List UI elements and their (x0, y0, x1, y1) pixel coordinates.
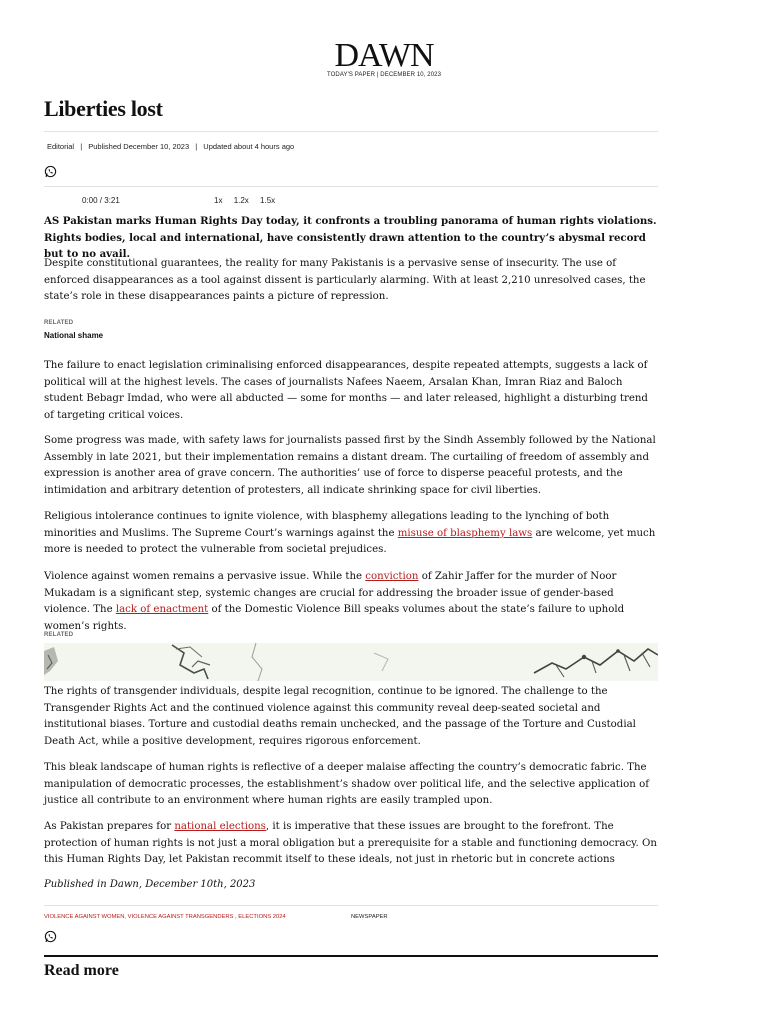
audio-time: 0:00 / 3:21 (82, 196, 120, 205)
lack-of-enactment-link[interactable]: lack of enactment (115, 604, 209, 616)
paragraph-text: of the Domestic Violence Bill speaks volumes about the state’s failure to uphold women’s rights. (44, 604, 625, 633)
paragraph-text: of Zahir Jaffer for the murder of Noor Mukadam is a significant step, systemic changes are crucial for addressing the broader issue of gender-based violence. The (44, 571, 617, 616)
whatsapp-share-button[interactable] (44, 930, 57, 948)
related-article-link[interactable]: National shame (44, 331, 104, 340)
rate-1x-button[interactable]: 1x (214, 196, 223, 205)
paragraph: Despite constitutional guarantees, the reality for many Pakistanis is a pervasive sense of insecurity. The use of enforced disappearances as a tool against dissent is particularly alarming. With at least 2,210 unresolved cases, the state’s role in these disappearances paints a picture of repression. (44, 258, 646, 303)
article-meta (47, 142, 298, 151)
whatsapp-share-button[interactable] (44, 165, 57, 183)
conviction-link[interactable]: conviction (365, 571, 419, 582)
meta-separator: | (80, 142, 83, 151)
paragraph: Some progress was made, with safety laws for journalists passed first by the Sindh Assembly followed by the National Assembly in late 2021, but their implementation remains a distant dream. The curtailing of freedom of assembly and expression is another area of grave concern. The authorities’ use of force to disperse peaceful protests, and the intimidation and arbitrary detention of protesters, all indicate shrinking space for civil liberties. (44, 435, 656, 497)
whatsapp-icon (44, 930, 57, 943)
related-label: RELATED (44, 632, 74, 638)
rate-1-5x-button[interactable]: 1.5x (260, 196, 276, 205)
tag-separator: , (124, 914, 128, 920)
paragraph-text: Religious intolerance continues to ignite violence, with blasphemy allegations leading to the lynching of both minorities and Muslims. The Supreme Court’s warnings against the (44, 511, 610, 539)
newspaper-label[interactable]: NEWSPAPER (351, 914, 388, 920)
misuse-of-blasphemy-laws-link[interactable]: misuse of blasphemy laws (397, 527, 533, 539)
paragraph: The failure to enact legislation criminalising enforced disappearances, despite repeated attempts, suggests a lack of political will at the highest levels. The cases of journalists Nafees Naeem, Arsalan Khan, Imran Riaz and Baloch student Bebagr Imdad, who were all abducted — some for months — and later released, highlight a disturbing trend of targeting critical voices. (44, 360, 648, 422)
tag-violence-against-transgenders[interactable]: VIOLENCE AGAINST TRANSGENDERS (127, 914, 234, 920)
paragraph: The rights of transgender individuals, despite legal recognition, continue to be ignored. The challenge to the Transgender Rights Act and the continued violence against this community reveal deep-seated societal and institutional biases. Torture and custodial deaths remain unchecked, and the passage of the Torture and Custodial Death Act, while a positive development, requires rigorous enforcement. (44, 686, 636, 748)
paragraph: This bleak landscape of human rights is reflective of a deeper malaise affecting the country’s democratic fabric. The manipulation of democratic processes, the establishment’s shadow over political life, and the selective application of justice all contribute to an environment where human rights are easily trampled upon. (44, 762, 649, 807)
updated-time: Updated about 4 hours ago (203, 142, 295, 151)
published-date: Published December 10, 2023 (88, 142, 190, 151)
paragraph (44, 569, 658, 636)
tag-violence-against-women[interactable]: VIOLENCE AGAINST WOMEN (44, 914, 125, 920)
section-divider (44, 955, 658, 957)
national-elections-link[interactable]: national elections (174, 821, 266, 832)
paragraph-text: Violence against women remains a pervasive issue. While the (44, 571, 366, 582)
paragraph-text: , it is imperative that these issues are brought to the forefront. The protection of human rights is not just a moral obligation but a prerequisite for a stable and functioning democracy. On this Human Rights Day, let Pakistan recommit itself to these ideals, not just in rhetoric but in concrete actions (44, 821, 657, 866)
whatsapp-icon (44, 165, 57, 178)
dawn-logo-text: DAWN (334, 38, 434, 70)
masthead (0, 38, 768, 78)
paragraph (44, 819, 658, 869)
tag-elections-2024[interactable]: ELECTIONS 2024 (238, 914, 286, 920)
read-more-heading: Read more (44, 962, 119, 979)
related-image-graphic (44, 643, 658, 681)
paragraph (44, 509, 658, 559)
paragraph-text: As Pakistan prepares for (44, 821, 175, 832)
published-in-line: Published in Dawn, December 10th, 2023 (44, 879, 256, 890)
article-title: Liberties lost (44, 96, 163, 121)
todays-paper-date[interactable]: TODAY'S PAPER | DECEMBER 10, 2023 (326, 72, 442, 78)
meta-separator: | (195, 142, 198, 151)
divider (44, 186, 658, 187)
paragraph-text: are welcome, yet much more is needed to protect the vulnerable from societal prejudices. (44, 527, 656, 556)
article (44, 96, 658, 979)
related-article-image[interactable] (44, 643, 658, 681)
divider (44, 905, 658, 906)
tag-separator: , (233, 914, 239, 920)
dawn-logo[interactable] (328, 38, 440, 70)
divider (44, 131, 658, 132)
rate-1-2x-button[interactable]: 1.2x (233, 196, 249, 205)
playback-rate-group (214, 196, 284, 205)
tag-list (44, 914, 286, 920)
category-link[interactable]: Editorial (47, 142, 75, 151)
lead-paragraph: AS Pakistan marks Human Rights Day today, it confronts a troubling panorama of human rights violations. Rights bodies, local and international, have consistently drawn attention to the country’s abysmal record but to no avail. (44, 215, 657, 261)
related-label: RELATED (44, 320, 74, 326)
